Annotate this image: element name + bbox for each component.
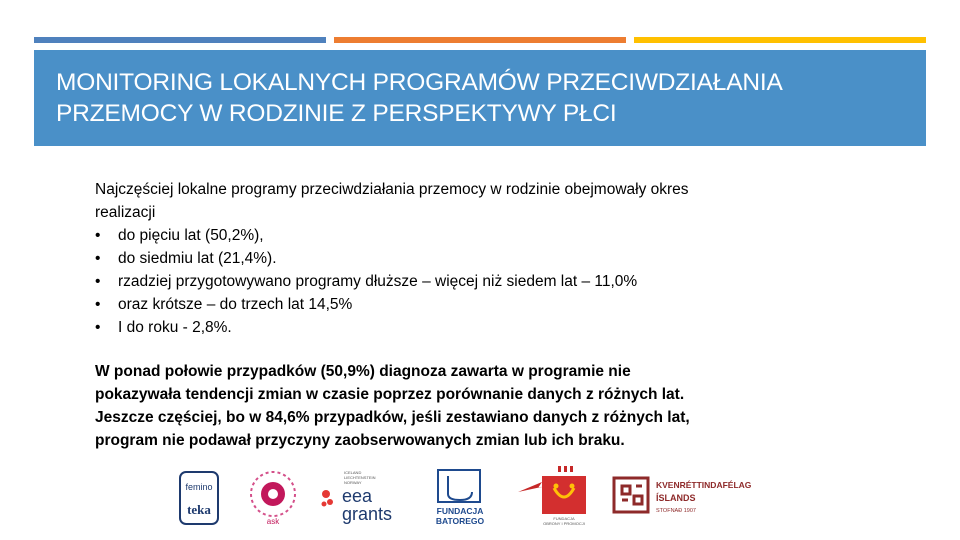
- title-band: [34, 50, 926, 146]
- bullet-marker: •: [95, 319, 101, 336]
- svg-text:ÍSLANDS: ÍSLANDS: [656, 493, 696, 503]
- list-item: • do siedmiu lat (21,4%).: [95, 247, 815, 270]
- list-item: • oraz krótsze – do trzech lat 14,5%: [95, 293, 815, 316]
- summary-paragraph: [95, 360, 815, 452]
- summary-line: pokazywała tendencji zmian w czasie poprzez porównanie danych z różnych lat.: [95, 386, 685, 403]
- slide-title: [56, 67, 783, 129]
- title-line-1: MONITORING LOKALNYCH PROGRAMÓW PRZECIWDZIAŁANIA: [56, 69, 783, 96]
- list-item: • I do roku - 2,8%.: [95, 316, 815, 339]
- title-line-2: PRZEMOCY W RODZINIE Z PERSPEKTYWY PŁCI: [56, 100, 617, 127]
- slide-body: [95, 178, 815, 452]
- list-item: • rzadziej przygotowywano programy dłuższe – więcej niż siedem lat – 11,0%: [95, 270, 815, 293]
- svg-text:NORWAY: NORWAY: [344, 480, 362, 485]
- svg-text:eea: eea: [342, 486, 373, 506]
- fundacja-batorego-logo: [432, 466, 488, 528]
- svg-text:BATOREGO: BATOREGO: [435, 516, 485, 526]
- accent-bar-orange: [334, 37, 626, 43]
- summary-line: W ponad połowie przypadków (50,9%) diagnoza zawarta w programie nie: [95, 363, 631, 380]
- intro-text: [95, 178, 815, 224]
- svg-text:teka: teka: [187, 502, 211, 517]
- bullet-list: [95, 224, 815, 339]
- svg-text:FUNDACJA: FUNDACJA: [553, 516, 575, 521]
- kvenrettindafelag-logo: [612, 474, 758, 518]
- eea-grants-logo: [318, 466, 402, 526]
- svg-text:KVENRÉTTINDAFÉLAG: KVENRÉTTINDAFÉLAG: [656, 480, 752, 490]
- bullet-marker: •: [95, 227, 101, 244]
- list-item: • do pięciu lat (50,2%),: [95, 224, 815, 247]
- bullet-marker: •: [95, 296, 101, 313]
- summary-line: Jeszcze częściej, bo w 84,6% przypadków, jeśli zestawiano danych z różnych lat,: [95, 409, 690, 426]
- accent-bar-yellow: [634, 37, 926, 43]
- bullet-marker: •: [95, 273, 101, 290]
- svg-text:OBRONY I PROMOCJI: OBRONY I PROMOCJI: [543, 521, 585, 526]
- svg-text:ICELAND: ICELAND: [344, 470, 362, 475]
- accent-bar-blue: [34, 37, 326, 43]
- summary-line: program nie podawał przyczyny zaobserwowanych zmian lub ich braku.: [95, 432, 625, 449]
- ask-logo: [244, 466, 302, 526]
- partner-logos: [0, 460, 960, 530]
- regional-foundation-logo: [516, 464, 590, 528]
- intro-line-1: Najczęściej lokalne programy przeciwdziałania przemocy w rodzinie obejmowały okres: [95, 181, 689, 198]
- svg-text:FUNDACJA: FUNDACJA: [436, 506, 484, 516]
- svg-text:grants: grants: [342, 504, 393, 524]
- svg-text:LIECHTENSTEIN: LIECHTENSTEIN: [344, 475, 376, 480]
- feminoteka-logo: [178, 470, 220, 526]
- bullet-marker: •: [95, 250, 101, 267]
- svg-text:femino: femino: [185, 482, 213, 492]
- svg-text:ask: ask: [266, 517, 280, 526]
- svg-text:STOFNAÐ 1907: STOFNAÐ 1907: [656, 508, 696, 514]
- intro-line-2: realizacji: [95, 204, 156, 221]
